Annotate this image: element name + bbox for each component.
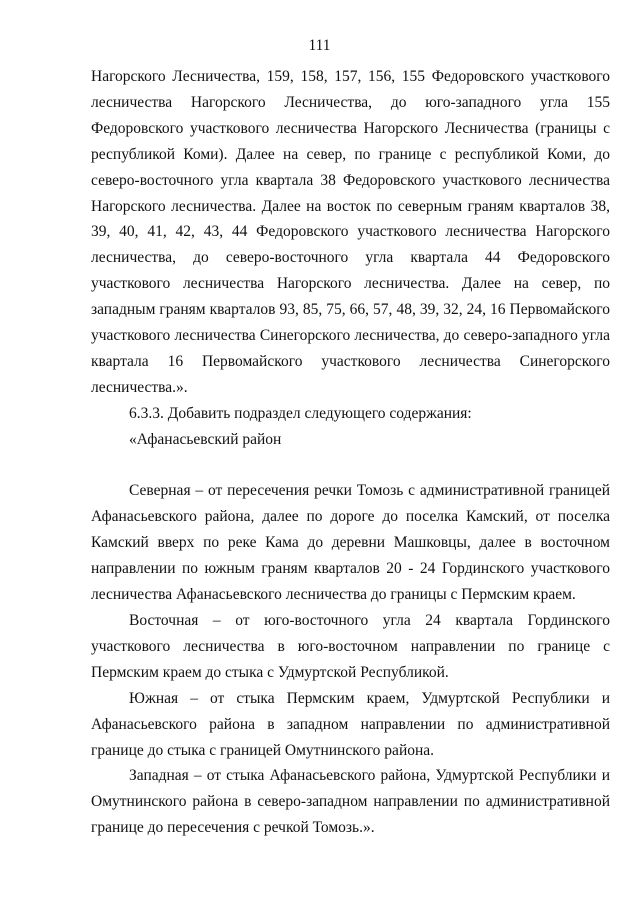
document-body [91, 64, 610, 841]
page-number: 111 [308, 37, 331, 54]
boundary-west: Западная – от стыка Афанасьевского района, Удмуртской Республики и Омутнинского района в северо-западном направлении по административной границе до пересечения с речкой Томозь.». [91, 767, 610, 837]
boundary-south: Южная – от стыка Пермским краем, Удмуртской Республики и Афанасьевского района в западном направлении по административной границе до стыка с границей Омутнинского района. [91, 689, 610, 759]
boundary-north: Северная – от пересечения речки Томозь с административной границей Афанасьевского района, далее по дороге до поселка Камский, от поселка Камский вверх по реке Кама до деревни Машковцы, далее в восточном направлении по южным граням кварталов 20 - 24 Гординского участкового лесничества Афанасьевского лесничества до границы с Пермским краем. [91, 482, 610, 604]
section-title: «Афанасьевский район [129, 430, 282, 448]
section-instruction: 6.3.3. Добавить подраздел следующего содержания: [129, 404, 472, 422]
boundary-east: Восточная – от юго-восточного угла 24 квартала Гординского участкового лесничества в юго-восточном направлении по границе с Пермским краем до стыка с Удмуртской Республикой. [91, 612, 610, 681]
intro-paragraph: Нагорского Лесничества, 159, 158, 157, 156, 155 Федоровского участкового лесничества Нагорского Лесничества, до юго-западного угла 155 Федоровского участкового лесничества Нагорского Лесничества (границы с республикой Коми). Далее на север, по границе с республикой Коми, до северо-восточного угла квартала 38 Федоровского участкового лесничества Нагорского лесничества. Далее на восток по северным граням кварталов 38, 39, 40, 41, 42, 43, 44 Федоровского участкового лесничества Нагорского лесничества, до северо-восточного угла квартала 44 Федоровского участкового лесничества Нагорского лесничества. Далее на север, по западным граням кварталов 93, 85, 75, 66, 57, 48, 39, 32, 24, 16 Первомайского участкового лесничества Синегорского лесничества, до северо-западного угла квартала 16 Первомайского участкового лесничества Синегорского лесничества.». [91, 68, 610, 396]
paragraph-gap [91, 453, 610, 479]
